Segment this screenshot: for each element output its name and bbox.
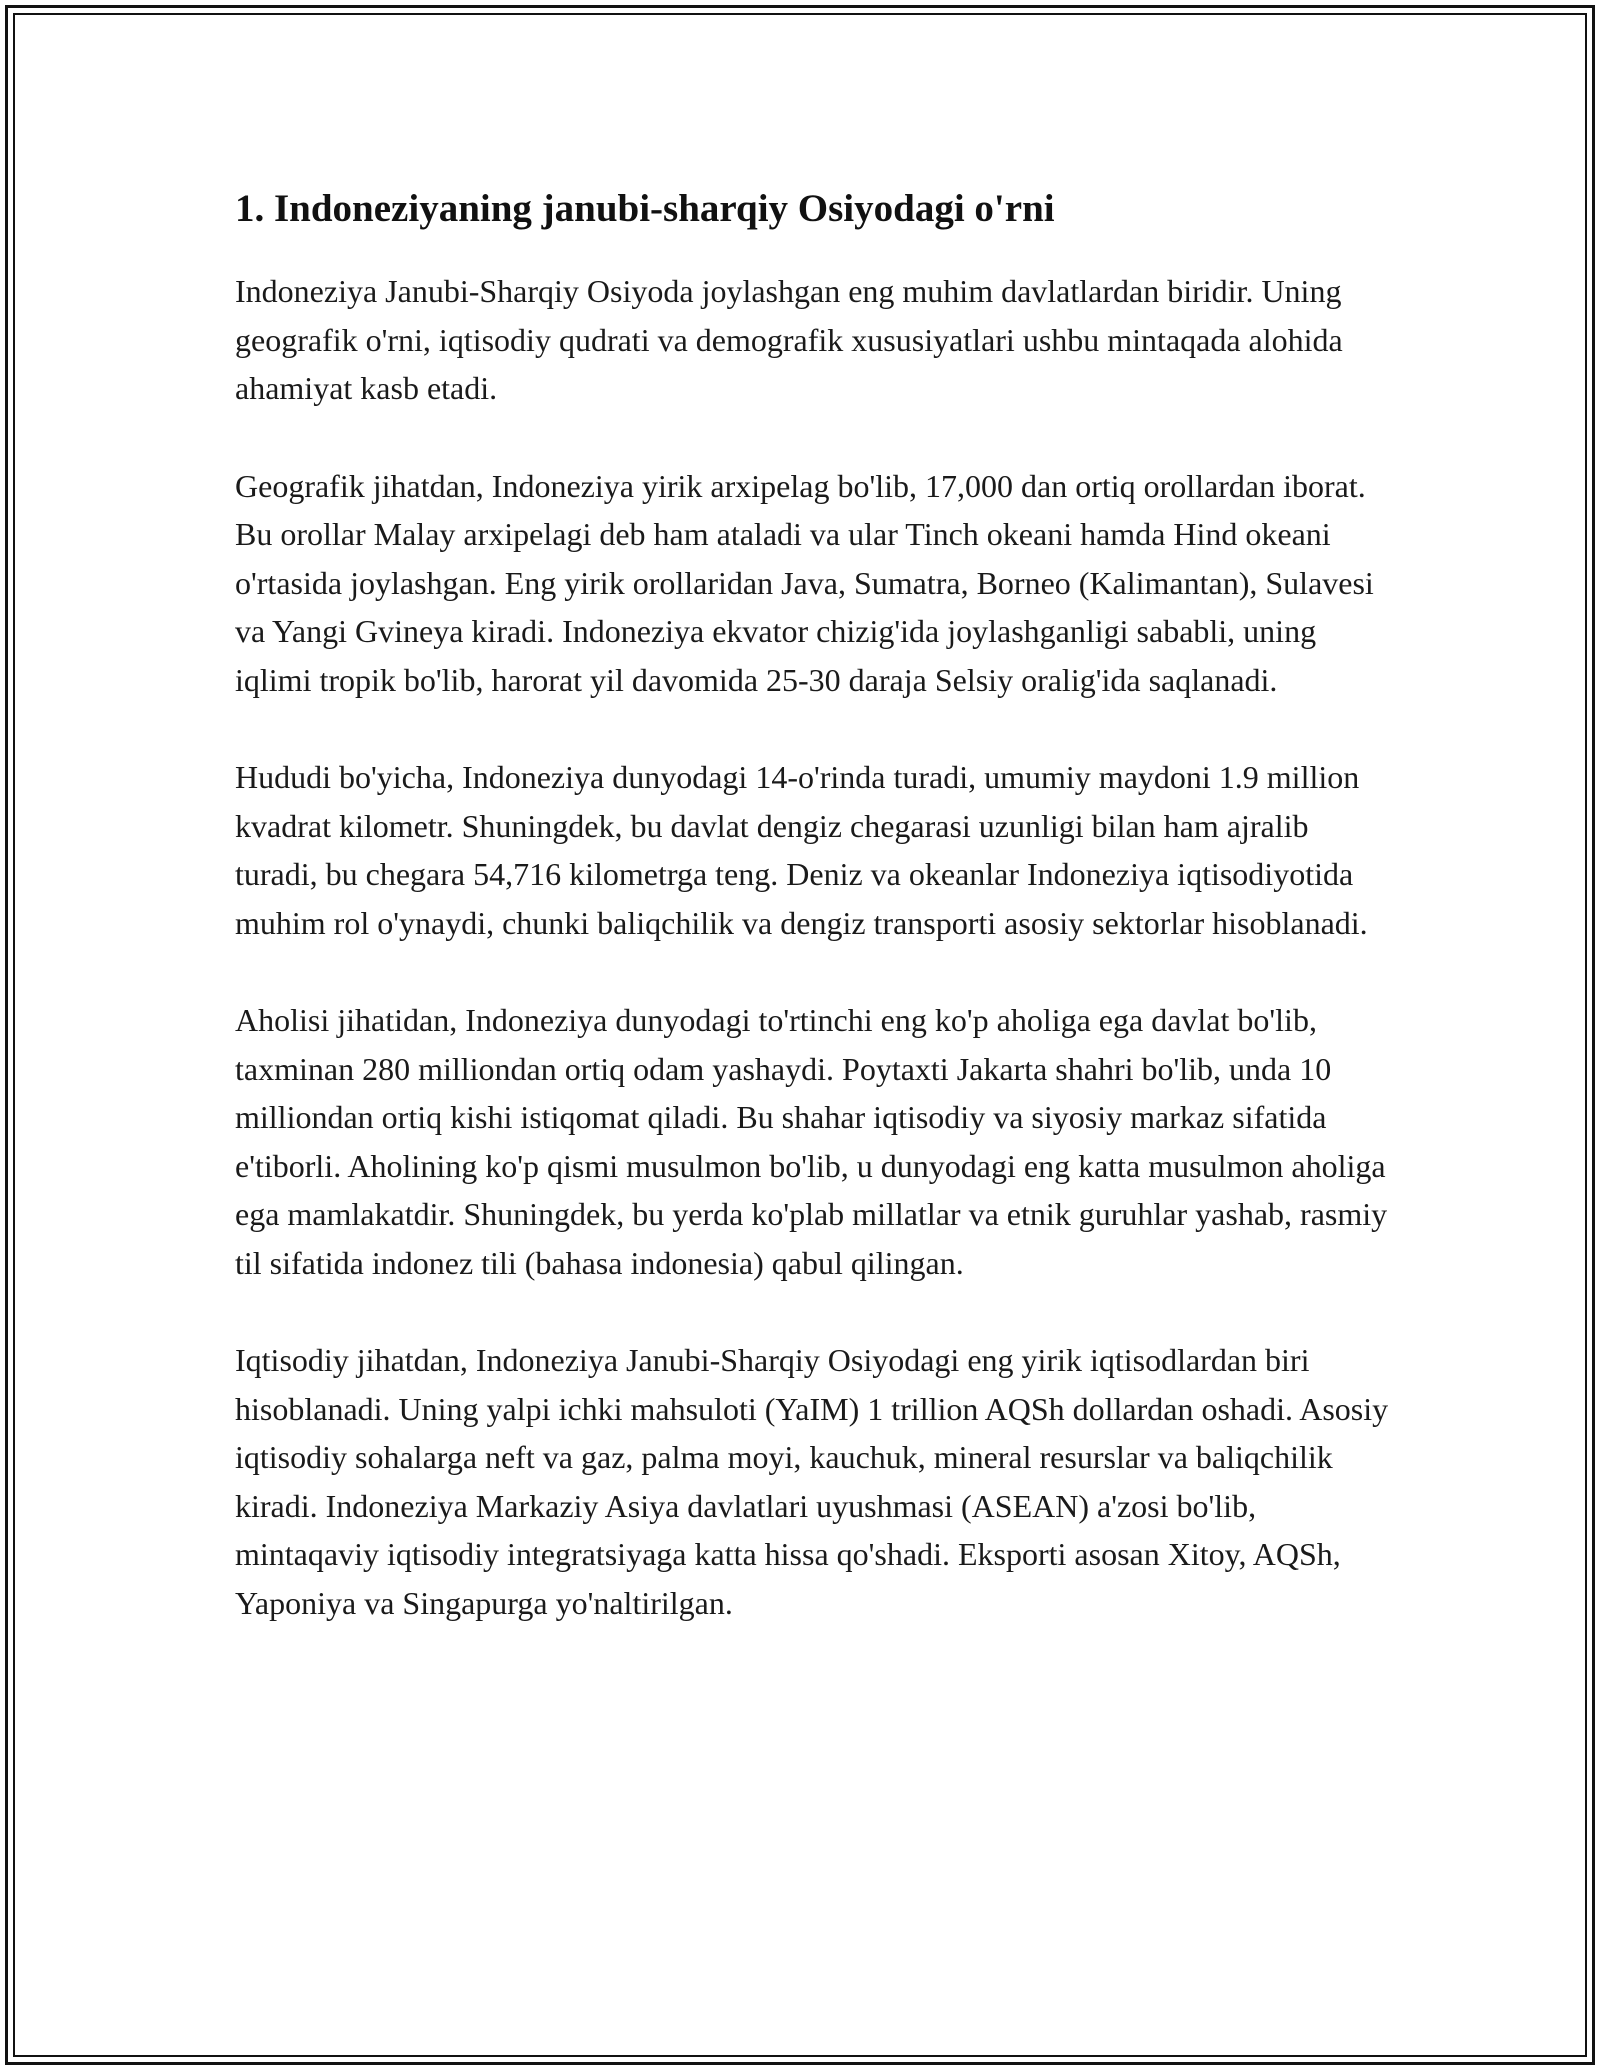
document-body	[235, 185, 1395, 1676]
paragraph-territory: Hududi bo'yicha, Indoneziya dunyodagi 14-o'rinda turadi, umumiy maydoni 1.9 million kvadrat kilometr. Shuningdek, bu davlat dengiz chegarasi uzunligi bilan ham ajralib turadi, bu chegara 54,716 kilometrga teng. Deniz va okeanlar Indoneziya iqtisodiyotida muhim rol o'ynaydi, chunki baliqchilik va dengiz transporti asosiy sektorlar hisoblanadi.	[235, 759, 1368, 941]
paragraph-economy: Iqtisodiy jihatdan, Indoneziya Janubi-Sharqiy Osiyodagi eng yirik iqtisodlardan biri hisoblanadi. Uning yalpi ichki mahsuloti (YaIM) 1 trillion AQSh dollardan oshadi. Asosiy iqtisodiy sohalarga neft va gaz, palma moyi, kauchuk, mineral resurslar va baliqchilik kiradi. Indoneziya Markaziy Asiya davlatlari uyushmasi (ASEAN) a'zosi bo'lib, mintaqaviy iqtisodiy integratsiyaga katta hissa qo'shadi. Eksporti asosan Xitoy, AQSh, Yaponiya va Singapurga yo'naltirilgan.	[235, 1342, 1389, 1621]
paragraph-intro: Indoneziya Janubi-Sharqiy Osiyoda joylashgan eng muhim davlatlardan biridir. Uning geografik o'rni, iqtisodiy qudrati va demografik xususiyatlari ushbu mintaqada alohida ahamiyat kasb etadi.	[235, 273, 1343, 406]
paragraph-geography: Geografik jihatdan, Indoneziya yirik arxipelag bo'lib, 17,000 dan ortiq orollardan iborat. Bu orollar Malay arxipelagi deb ham ataladi va ular Tinch okeani hamda Hind okeani o'rtasida joylashgan. Eng yirik orollaridan Java, Sumatra, Borneo (Kalimantan), Sulavesi va Yangi Gvineya kiradi. Indoneziya ekvator chizig'ida joylashganligi sababli, uning iqlimi tropik bo'lib, harorat yil davomida 25-30 daraja Selsiy oralig'ida saqlanadi.	[235, 467, 1374, 698]
paragraph-population: Aholisi jihatidan, Indoneziya dunyodagi to'rtinchi eng ko'p aholiga ega davlat bo'lib, taxminan 280 milliondan ortiq odam yashaydi. Poytaxti Jakarta shahri bo'lib, unda 10 milliondan ortiq kishi istiqomat qiladi. Bu shahar iqtisodiy va siyosiy markaz sifatida e'tiborli. Aholining ko'p qismi musulmon bo'lib, u dunyodagi eng katta musulmon aholiga ega mamlakatdir. Shuningdek, bu yerda ko'plab millatlar va etnik guruhlar yashab, rasmiy til sifatida indonez tili (bahasa indonesia) qabul qilingan.	[235, 1002, 1388, 1281]
section-heading: 1. Indoneziyaning janubi-sharqiy Osiyodagi o'rni	[235, 187, 1055, 230]
